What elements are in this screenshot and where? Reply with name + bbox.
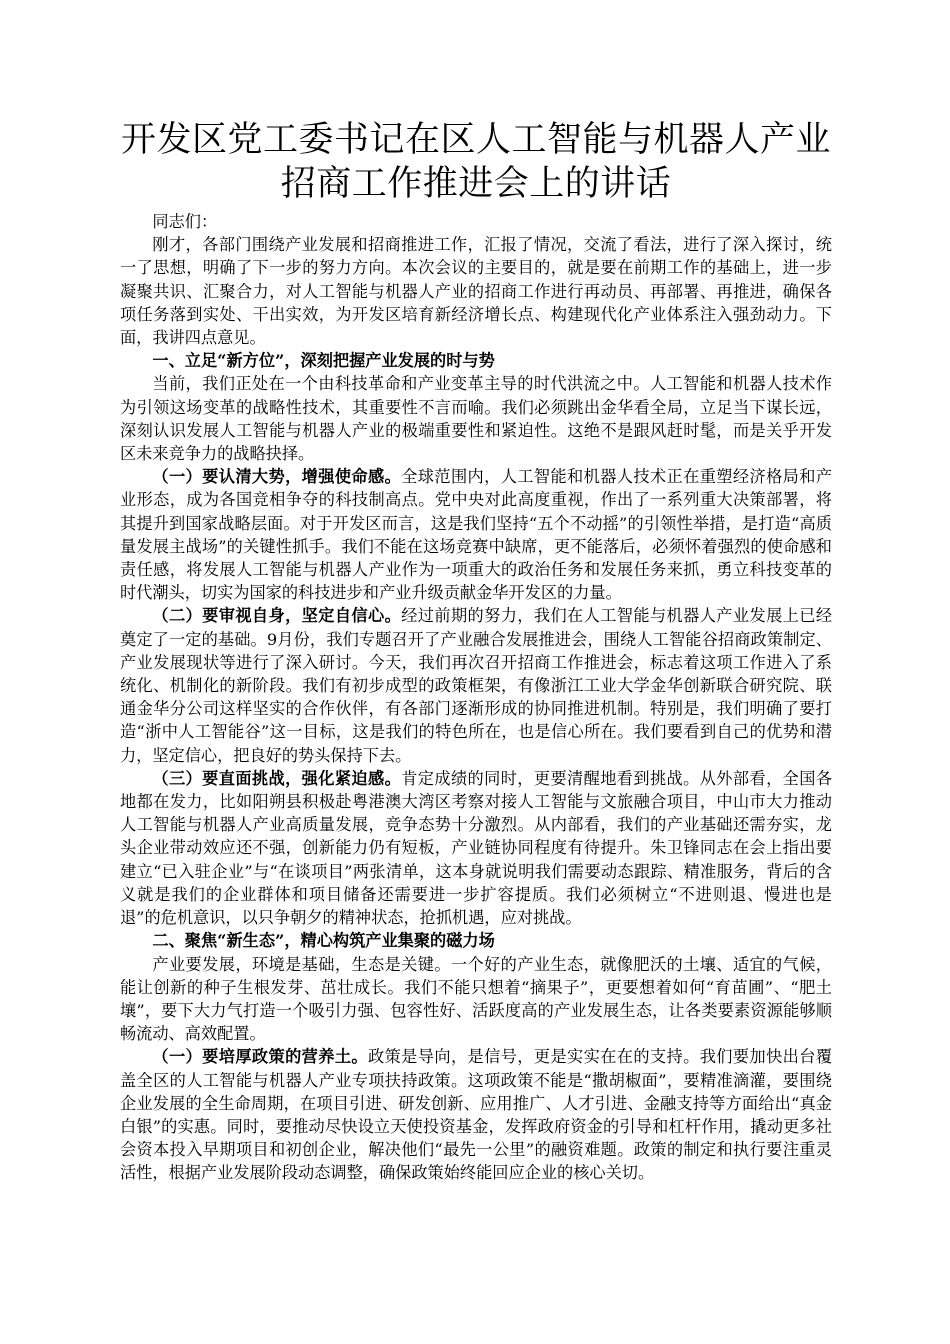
section-1-sub-3 [120, 767, 832, 929]
title-line-2: 招商工作推进会上的讲话 [280, 164, 672, 204]
section-2-sub-1-text: 政策是导向，是信号，更是实实在在的支持。我们要加快出台覆盖全区的人工智能与机器人产业专项扶持政策。这项政策不能是“撒胡椒面”，要精准滴灌，要围绕企业发展的全生命周期，在项目引进、研发创新、应用推广、人才引进、金融支持等方面给出“真金白银”的实惠。同时，要推动尽快设立天使投资基金，发挥政府资金的引导和杠杆作用，撬动更多社会资本投入早期项目和初创企业，解决他们“最先一公里”的融资难题。政策的制定和执行要注重灵活性，根据产业发展阶段动态调整，确保政策始终能回应企业的核心关切。 [120, 1047, 833, 1183]
section-1-sub-2-text: 经过前期的努力，我们在人工智能与机器人产业发展上已经奠定了一定的基础。9月份，我们专题召开了产业融合发展推进会，围绕人工智能谷招商政策制定、产业发展现状等进行了深入研讨。今天，我们再次召开招商工作推进会，标志着这项工作进入了系统化、机制化的新阶段。我们有初步成型的政策框架，有像浙江工业大学金华创新联合研究院、联通金华分公司这样坚实的合作伙伴，有各部门逐渐形成的协同推进机制。特别是，我们明确了要打造“浙中人工智能谷”这一目标，这是我们的特色所在，也是信心所在。我们要看到自己的优势和潜力，坚定信心，把良好的势头保持下去。 [120, 606, 833, 765]
section-2-sub-1-lead: （一）要培厚政策的营养土。 [152, 1047, 369, 1067]
section-1-sub-3-lead: （三）要直面挑战，强化紧迫感。 [152, 768, 402, 788]
section-1-sub-1-text: 全球范围内，人工智能和机器人技术正在重塑经济格局和产业形态，成为各国竞相争夺的科技制高点。党中央对此高度重视，作出了一系列重大决策部署，将其提升到国家战略层面。对于开发区而言，这是我们坚持“五个不动摇”的引领性举措，是打造“高质量发展主战场”的关键性抓手。我们不能在这场竞赛中缺席，更不能落后，必须怀着强烈的使命感和责任感，将发展人工智能与机器人产业作为一项重大的政治任务和发展任务来抓，勇立科技变革的时代潮头，切实为国家的科技进步和产业升级贡献金华开发区的力量。 [120, 467, 833, 603]
document-page [120, 118, 832, 1185]
section-1-paragraph: 当前，我们正处在一个由科技革命和产业变革主导的时代洪流之中。人工智能和机器人技术作为引领这场变革的战略性技术，其重要性不言而喻。我们必须跳出金华看全局，立足当下谋长远，深刻认识发展人工智能与机器人产业的极端重要性和紧迫性。这绝不是跟风赶时髦，而是关乎开发区未来竞争力的战略抉择。 [120, 374, 832, 464]
document-title [120, 118, 832, 206]
section-2-sub-1 [120, 1045, 832, 1184]
title-line-1: 开发区党工委书记在区人工智能与机器人产业 [120, 120, 831, 160]
salutation: 同志们： [152, 212, 218, 231]
intro-paragraph: 刚才，各部门围绕产业发展和招商推进工作，汇报了情况，交流了看法，进行了深入探讨，统一了思想，明确了下一步的努力方向。本次会议的主要目的，就是要在前期工作的基础上，进一步凝聚共识、汇聚合力，对人工智能与机器人产业的招商工作进行再动员、再部署、再推进，确保各项任务落到实处、干出实效，为开发区培育新经济增长点、构建现代化产业体系注入强劲动力。下面，我讲四点意见。 [120, 235, 832, 348]
section-1-sub-1 [120, 465, 832, 604]
section-1-sub-2-lead: （二）要审视自身，坚定自信心。 [152, 606, 402, 626]
section-2-paragraph: 产业要发展，环境是基础，生态是关键。一个好的产业生态，就像肥沃的土壤、适宜的气候，能让创新的种子生根发芽、茁壮成长。我们不能只想着“摘果子”，更要想着如何“育苗圃”、“肥土壤”，要下大力气打造一个吸引力强、包容性好、活跃度高的产业发展生态，让各类要素资源能够顺畅流动、高效配置。 [120, 954, 832, 1044]
section-1-sub-2 [120, 604, 832, 766]
section-1-sub-1-lead: （一）要认清大势，增强使命感。 [152, 467, 402, 487]
section-2-heading: 二、聚焦“新生态”，精心构筑产业集聚的磁力场 [152, 931, 495, 951]
document-body [120, 210, 832, 1185]
section-1-heading: 一、立足“新方位”，深刻把握产业发展的时与势 [152, 351, 495, 371]
section-1-sub-3-text: 肯定成绩的同时，更要清醒地看到挑战。从外部看，全国各地都在发力，比如阳朔县积极赴粤港澳大湾区考察对接人工智能与文旅融合项目，中山市大力推动人工智能与机器人产业高质量发展，竞争态势十分激烈。从内部看，我们的产业基础还需夯实，龙头企业带动效应还不强，创新能力仍有短板，产业链协同程度有待提升。朱卫锋同志在会上指出要建立“已入驻企业”与“在谈项目”两张清单，这本身就说明我们需要动态跟踪、精准服务，背后的含义就是我们的企业群体和项目储备还需要进一步扩容提质。我们必须树立“不进则退、慢进也是退”的危机意识，以只争朝夕的精神状态，抢抓机遇，应对挑战。 [120, 768, 833, 928]
